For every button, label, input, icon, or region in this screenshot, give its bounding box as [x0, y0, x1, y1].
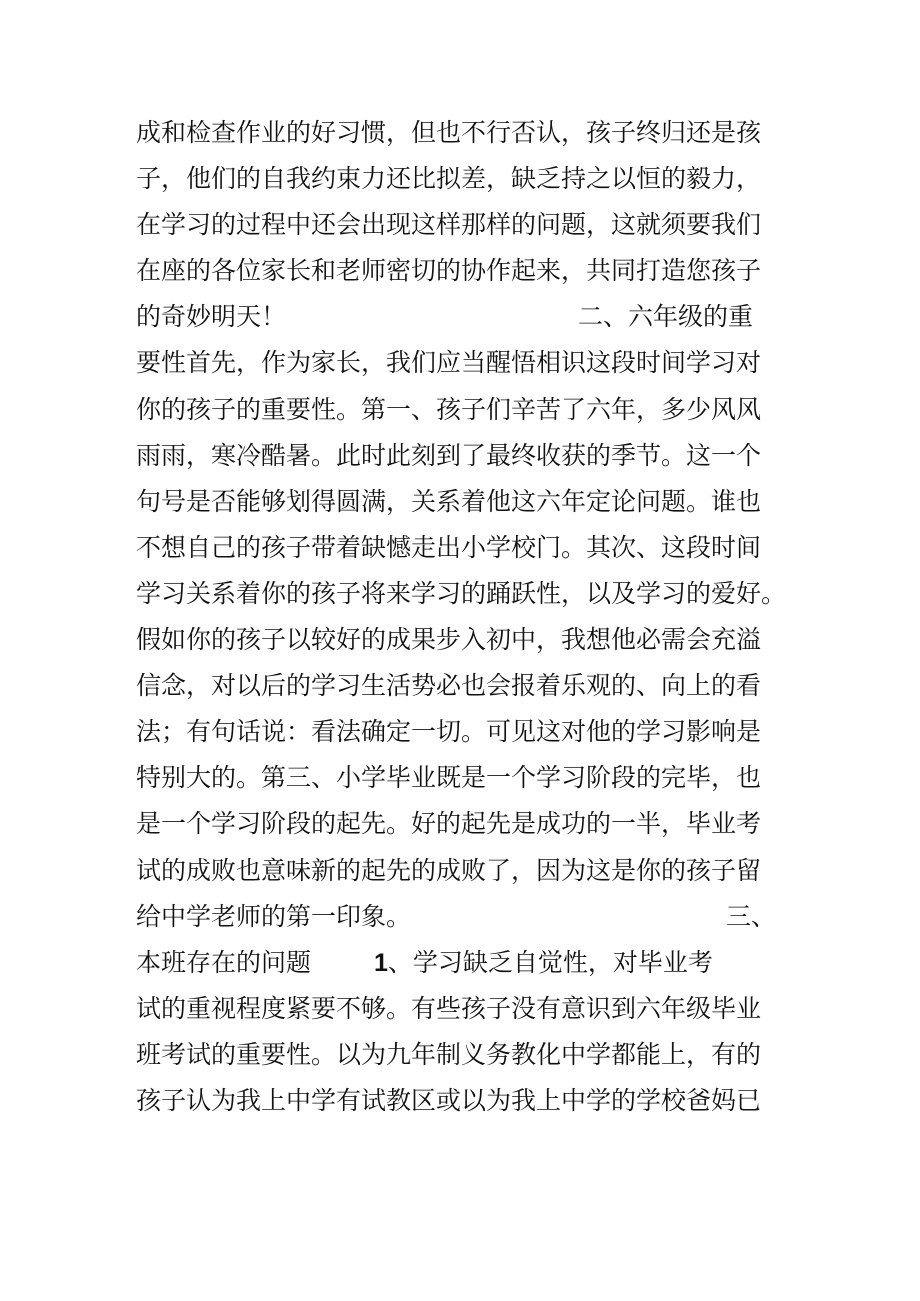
text-line: [136, 1032, 816, 1078]
text-line: [136, 709, 816, 755]
paragraph-text: 不想自己的孩子带着缺憾走出小学校门。其次、这段时间: [136, 532, 762, 562]
text-line: [136, 801, 816, 847]
paragraph-text: 假如你的孩子以较好的成果步入初中，我想他必需会充溢: [136, 625, 762, 655]
paragraph-text: 的奇妙明天！: [136, 302, 287, 332]
text-line: [136, 433, 816, 479]
text-line: [136, 755, 816, 801]
section-title: 本班存在的问题: [136, 947, 312, 977]
paragraph-text: 给中学老师的第一印象。: [136, 901, 412, 931]
text-line: [136, 617, 816, 663]
text-line: [136, 940, 816, 986]
list-item-number: 1: [374, 948, 388, 977]
list-item: [374, 940, 713, 986]
text-line: [136, 110, 816, 156]
paragraph-text: 特别大的。第三、小学毕业既是一个学习阶段的完毕，也: [136, 763, 762, 793]
text-line: [136, 894, 816, 940]
text-line: [136, 294, 816, 340]
paragraph-text: 班考试的重要性。以为九年制义务教化中学都能上，有的: [136, 1039, 762, 1069]
text-line: [136, 156, 816, 202]
paragraph-text: 句号是否能够划得圆满，关系着他这六年定论问题。谁也: [136, 486, 762, 516]
text-line: [136, 571, 816, 617]
paragraph-text: 成和检查作业的好习惯，但也不行否认，孩子终归还是孩: [136, 118, 762, 147]
text-line: [136, 663, 816, 709]
document-text-body: [136, 110, 816, 1124]
paragraph-text: 孩子认为我上中学有试教区或以为我上中学的学校爸妈已: [136, 1085, 762, 1115]
text-line: [136, 848, 816, 894]
paragraph-text: 信念，对以后的学习生活势必也会报着乐观的、向上的看: [136, 671, 762, 701]
paragraph-text: 是一个学习阶段的起先。好的起先是成功的一半，毕业考: [136, 809, 762, 839]
paragraph-text: 雨雨，寒冷酷暑。此时此刻到了最终收获的季节。这一个: [136, 440, 762, 470]
section-heading: 三、: [726, 901, 777, 931]
paragraph-text: 在学习的过程中还会出现这样那样的问题，这就须要我们: [136, 210, 762, 240]
paragraph-text: 子，他们的自我约束力还比拟差，缺乏持之以恒的毅力，: [136, 164, 762, 194]
text-line: [136, 1078, 816, 1124]
list-item-text: 、学习缺乏自觉性，对毕业考: [387, 947, 713, 977]
paragraph-text: 学习关系着你的孩子将来学习的踊跃性，以及学习的爱好。: [136, 578, 787, 608]
text-line: [136, 248, 816, 294]
paragraph-text: 在座的各位家长和老师密切的协作起来，共同打造您孩子: [136, 256, 762, 286]
paragraph-text: 要性首先，作为家长，我们应当醒悟相识这段时间学习对: [136, 348, 762, 378]
paragraph-text: 试的重视程度紧要不够。有些孩子没有意识到六年级毕业: [136, 993, 762, 1023]
text-line: [136, 479, 816, 525]
paragraph-text: 试的成败也意味新的起先的成败了，因为这是你的孩子留: [136, 855, 762, 885]
text-line: [136, 525, 816, 571]
text-line: [136, 387, 816, 433]
paragraph-text: 你的孩子的重要性。第一、孩子们辛苦了六年，多少风风: [136, 394, 762, 424]
text-line: [136, 202, 816, 248]
text-line: [136, 986, 816, 1032]
text-line: [136, 340, 816, 386]
paragraph-text: 法；有句话说：看法确定一切。可见这对他的学习影响是: [136, 717, 762, 747]
section-heading: 二、六年级的重: [578, 302, 754, 332]
